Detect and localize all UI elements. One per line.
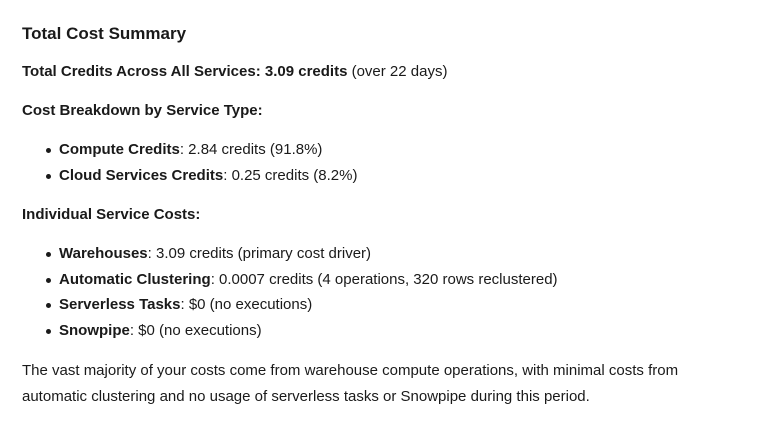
list-item-detail: : $0 (no executions) — [129, 321, 262, 339]
list-item-name: Cloud Services Credits — [59, 166, 224, 184]
list-item-detail: : $0 (no executions) — [180, 296, 313, 313]
breakdown-list — [22, 137, 740, 188]
list-item-detail: : 0.25 credits (8.2%) — [223, 166, 358, 184]
list-item-warehouses — [46, 241, 740, 267]
total-credits-label: Total Credits Across All Services: 3.09 credits — [22, 63, 348, 80]
list-item-detail: : 3.09 credits (primary cost driver) — [147, 245, 372, 262]
list-item-name: Warehouses — [59, 245, 148, 262]
individual-costs-heading: Individual Service Costs: — [22, 206, 201, 223]
list-item-detail: : 2.84 credits (91.8%) — [179, 141, 323, 158]
list-item-name: Serverless Tasks — [59, 296, 181, 313]
list-item-serverless-tasks — [46, 292, 740, 318]
summary-paragraph: The vast majority of your costs come from warehouse compute operations, with minimal costs from automatic clustering and no usage of serverless tasks or Snowpipe during this period. — [22, 362, 679, 405]
individual-costs-list — [22, 241, 740, 343]
total-credits-line — [22, 60, 740, 84]
list-item-compute-credits — [46, 137, 740, 163]
list-item-detail: : 0.0007 credits (4 operations, 320 rows reclustered) — [210, 270, 558, 288]
total-credits-period: (over 22 days) — [347, 63, 448, 80]
list-item-name: Automatic Clustering — [59, 270, 211, 288]
list-item-automatic-clustering — [46, 267, 740, 293]
list-item-name: Snowpipe — [59, 321, 130, 339]
list-item-snowpipe — [46, 318, 740, 344]
breakdown-heading: Cost Breakdown by Service Type: — [22, 102, 263, 119]
list-item-cloud-services-credits — [46, 163, 740, 189]
page-title: Total Cost Summary — [22, 24, 187, 43]
list-item-name: Compute Credits — [59, 141, 180, 158]
